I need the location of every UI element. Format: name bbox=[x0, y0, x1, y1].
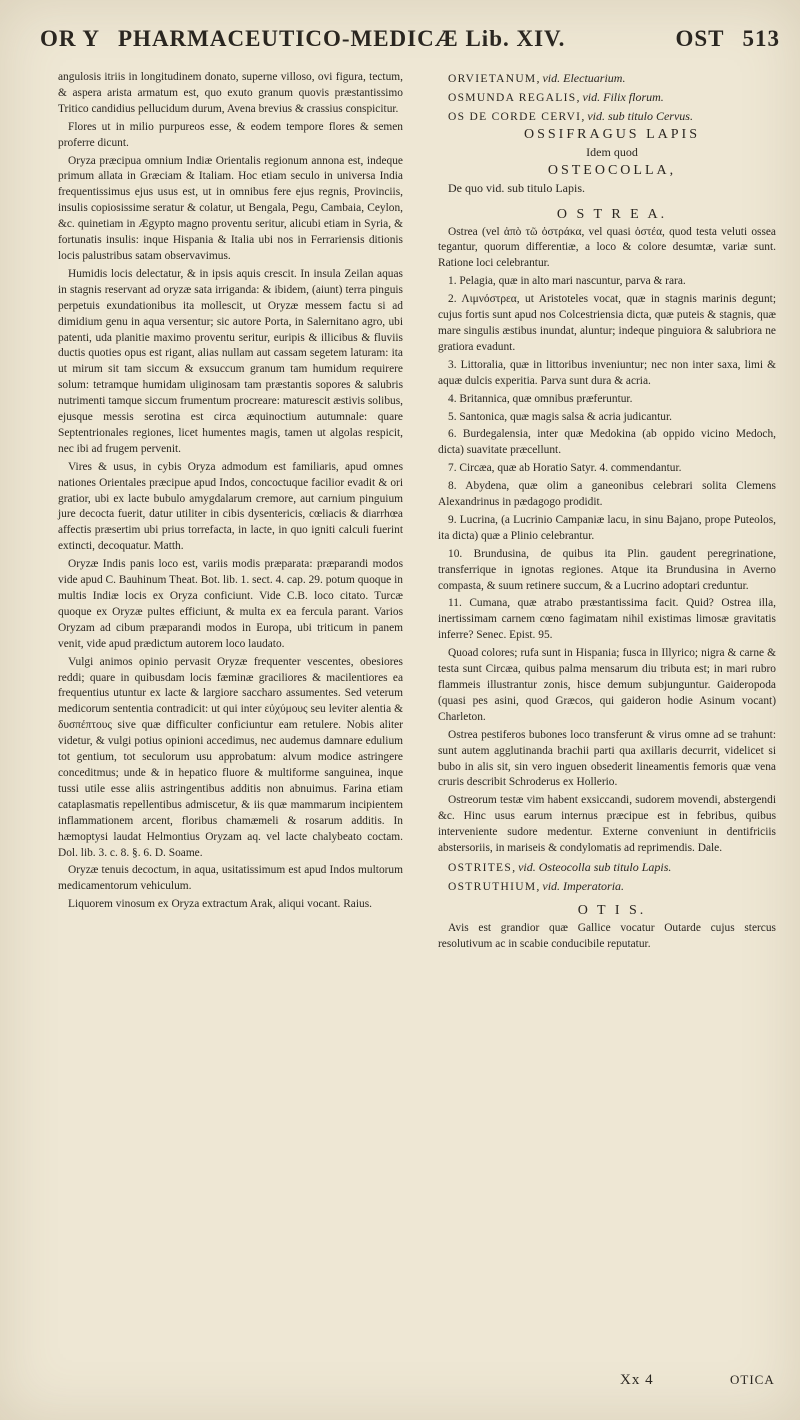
cross-reference-entry bbox=[438, 70, 776, 87]
cross-reference-entry bbox=[438, 108, 776, 125]
right-paragraph: 3. Littoralia, quæ in littoribus inveniuntur; nec non inter saxa, limi & aquæ dulcis experitia. Parva sunt dura & acria. bbox=[438, 358, 776, 387]
right-paragraph: 10. Brundusina, de quibus ita Plin. gaudent peregrinatione, transferrique in ignotas regiones. Atque ita Brundusina in Averno compasta, & suum retinere succum, & a Lucrino adoptari creduntur. bbox=[438, 547, 776, 592]
cross-reference-entry bbox=[438, 878, 776, 895]
left-column bbox=[58, 70, 403, 915]
entry-text: , vid. sub titulo Cervus. bbox=[581, 109, 693, 123]
cross-reference-entry bbox=[438, 89, 776, 106]
section-heading: O S T R E A. bbox=[556, 206, 668, 222]
page-number bbox=[675, 26, 780, 52]
running-head-right-word: OST bbox=[675, 26, 725, 51]
cross-reference-entry bbox=[438, 859, 776, 876]
left-paragraph: Oryza præcipua omnium Indiæ Orientalis regionum annona est, indeque primum allata in Græciam & Italiam. Hoc etiam seculo in universa India frequentissimus ejus usus est, ut in omnibus fere ejus regnis, Provinciis, insulis copiosissime seratur & colatur, ut Bengala, Pegu, Cambaia, Ceylon, &c. quinetiam in Ægypto magno proventu seritur, alicubi etiam in Syria, & fortunatis insulis: inque Hispania & Italia ubi nos in Ferrariensis ditionis locis palustribus satam observavimus. bbox=[58, 154, 403, 262]
left-paragraph: Humidis locis delectatur, & in ipsis aquis crescit. In insula Zeilan aquas in stagnis reservant ad oryzæ sata irriganda: & ibidem, (aiunt) terra pinguis perpetuis exundationibus ita mollescit, ut Oryzæ messem factu si ad dimidium genu in aqua versentur; sic autore Porta, in Salernitano agro, ubi patenti, uda planitie maximo proventu seritur, euripis & illicibus & fluviis ductis quoties opus est rigant, alias nullam aut cassam segetem laturam: ita ut mirum sit tam siccum & exsuccum granum tam humidum requirere solum: tetramque humidam uliginosam tam præstantis sopores & salubris nutrimenti tamque siccum frumentum procreare: maturescit æstivis solibus, ejusque messis serotina est circa æquinoctium autumnale: quare Septentrionales regiones, licet humentes magis, tamen ut algolas respicit, nec ibi ad frugem pervenit. bbox=[58, 267, 403, 455]
left-paragraph: angulosis itriis in longitudinem donato, superne villoso, ovi figura, tectum, & aspera arista armatum est, quo exuto granum quovis præstantissimo Tritico candidius pellucidum durum, Avena brevius & crassius conspicitur. bbox=[58, 71, 403, 115]
left-paragraph: Liquorem vinosum ex Oryza extractum Arak, aliqui vocant. Raius. bbox=[68, 898, 372, 911]
left-paragraph: Vires & usus, in cybis Oryza admodum est familiaris, apud omnes nationes Orientales præcipue apud Indos, concoctuque facilior evadit & ori gratior, ubi ex lacte bubulo amygdalarum cremore, aut carnium pinguium jure decocta fuerit, datur utiliter in cibis dysentericis, cœliacis & diarrhœa affectis præsertim ubi prius torrefacta, in lacte, in quo igniti calculi fuerint extincti, decoquatur. Matth. bbox=[58, 460, 403, 553]
right-paragraph: Ostrea (vel ἀπὸ τῶ ὀστράκα, vel quasi ὀστέα, quod testa veluti ossea tegantur, quorum differentiæ, a loco & colore desumtæ, variæ sunt. Ratione loci celebrantur. bbox=[438, 225, 776, 270]
right-paragraph: 4. Britannica, quæ omnibus præferuntur. bbox=[448, 392, 633, 405]
entry-head: OSMUNDA REGALIS bbox=[448, 92, 577, 104]
right-paragraph: 7. Circæa, quæ ab Horatio Satyr. 4. commendantur. bbox=[448, 462, 682, 475]
catchword: OTICA bbox=[730, 1372, 775, 1387]
right-paragraph: 11. Cumana, quæ atrabo præstantissima facit. Quid? Ostrea illa, inertissimam carnem cœno fagimatam nihil existimas limosæ gravitatis inferre? Senec. Epist. 95. bbox=[438, 597, 776, 642]
right-column bbox=[438, 70, 776, 955]
right-paragraph: 8. Abydena, quæ olim a ganeonibus celebrari solita Clemens Alexandrinus in pædagogo prodidit. bbox=[438, 480, 776, 509]
section-subheading: Idem quod bbox=[586, 144, 638, 159]
entry-head: ORVIETANUM bbox=[448, 73, 537, 85]
right-paragraph: Avis est grandior quæ Gallice vocatur Outarde cujus stercus resolutivum ac in scabie conducibile reputatur. bbox=[438, 921, 776, 950]
signature-mark: Xx 4 bbox=[620, 1372, 654, 1388]
section-heading: OSTEOCOLLA, bbox=[547, 162, 677, 178]
entry-text: , vid. Electuarium. bbox=[536, 71, 626, 85]
right-paragraph: Ostrea pestiferos bubones loco transferunt & virus omne ad se trahunt: sunt autem agglutinanda brachii parti qua axillaris decurrit, videlicet si bubo in alis sit, sin vero inguen obsederit lineamentis femoris quæ vena cruris describit Schroderus ex Hollerio. bbox=[438, 728, 776, 789]
section-heading: OSSIFRAGUS LAPIS bbox=[524, 127, 700, 142]
entry-head: OS DE CORDE CERVI bbox=[448, 111, 582, 123]
running-head-left: OR Y bbox=[40, 26, 101, 51]
page-number-value: 513 bbox=[742, 26, 780, 51]
entry-text: , vid. Osteocolla sub titulo Lapis. bbox=[512, 859, 672, 874]
running-head bbox=[40, 26, 780, 66]
entry-head: OSTRITES bbox=[448, 861, 513, 874]
left-paragraph: Vulgi animos opinio pervasit Oryzæ frequenter vescentes, obesiores reddi; quare in quibusdam locis fæminæ graciliores & macilentiores ea frequentius utuntur ex lacte & largiore saccharo assumentes. Sed veterum medicorum sententia contradicit: ut qui inter εὐχύμους seu leviter alentia & δυσπέπτους sive quæ difficulter conficiuntur eam retulere. Nobis aliter videtur, & vulgi potius opinioni accedimus, nec audemus damnare edulium tot gentium, tot seculorum usu approbatum: alvum modice astringere conceditmus; unde & in hepatico fluore & multiforme sanguinea, inque tussi utile esse aliis astringentibus additis non abnuimus. Farina etiam cataplasmatis repellentibus admiscetur, & iis quæ mammarum incipientem inflammationem arcent, floribus chamæmeli & rosarum additis. In hæmoptysi laudat Helmontius Oryzam aq. vel lacte chalybeato coctam. Dol. lib. 3. c. 8. §. 6. D. Soame. bbox=[58, 655, 403, 859]
right-paragraph: Ostreorum testæ vim habent exsiccandi, sudorem movendi, abstergendi &c. Hinc usus earum internus præcipue est in febribus, quibus interveniente sudore medentur. Externe conveniunt in dentifriciis abstersoriis, in mariseis & condylomatis ad reprimendis. Dale. bbox=[438, 794, 776, 855]
running-head-title: PHARMACEUTICO-MEDICÆ Lib. XIV. bbox=[118, 26, 566, 51]
page-footer bbox=[0, 1372, 800, 1402]
right-paragraph: 1. Pelagia, quæ in alto mari nascuntur, parva & rara. bbox=[448, 275, 686, 288]
left-paragraph: Oryzæ tenuis decoctum, in aqua, usitatissimum est apud Indos multorum medicamentorum vehiculum. bbox=[58, 864, 403, 893]
entry-head: OSTRUTHIUM bbox=[448, 880, 537, 893]
entry-text: , vid. Imperatoria. bbox=[536, 878, 625, 893]
right-paragraph: 9. Lucrina, (a Lucrinio Campaniæ lacu, in sinu Bajano, prope Puteolos, ita dicta) quæ a Plinio celebrantur. bbox=[438, 513, 776, 542]
right-paragraph: 2. Λιμνόστρεα, ut Aristoteles vocat, quæ in stagnis marinis degunt; cujus fortis sunt apud nos Colcestriensia dicta, quæ puteis & stagnis, quæ mare singulis æstibus inundat, aluntur; indeque pinguiora & salubriora ne gratiora evadunt. bbox=[438, 293, 776, 353]
entry-text: , vid. Filix florum. bbox=[576, 90, 664, 104]
right-paragraph: 6. Burdegalensia, inter quæ Medokina (ab oppido vicino Medoch, dicta) suavitate præcellunt. bbox=[438, 428, 776, 457]
left-paragraph: Oryzæ Indis panis loco est, variis modis præparata: præparandi modos vide apud C. Bauhinum Theat. Bot. lib. 1. sect. 4. cap. 29. potum quoque in multis Indiæ locis ex Oryza conficiunt. Vide C.B. loco citato. Turcæ quoque ex Oryzæ pultes efficiunt, & multa ex ea fercula parant. Varios Oryzam ad cibum præparandi modos in Europa, ubi triticum in panem venit, vide apud prædictum autorem loco laudato. bbox=[58, 558, 403, 650]
left-paragraph: Flores ut in milio purpureos esse, & eodem tempore flores & semen proferre dicunt. bbox=[58, 120, 403, 149]
section-subheading: De quo vid. sub titulo Lapis. bbox=[448, 180, 585, 195]
right-paragraph: Quoad colores; rufa sunt in Hispania; fusca in Illyrico; nigra & carne & testa sunt Circæa, quibus palma mensarum diu tributa est; in mari rubro flammeis illustrantur zonis, hisce demum subjunguntur. Gaideropoda (quasi pes asini, quod Græcos, qui gaideron hodie Asinum vocant) Charleton. bbox=[438, 647, 776, 723]
section-heading: O T I S. bbox=[577, 902, 647, 918]
right-paragraph: 5. Santonica, quæ magis salsa & acria judicantur. bbox=[448, 410, 672, 423]
